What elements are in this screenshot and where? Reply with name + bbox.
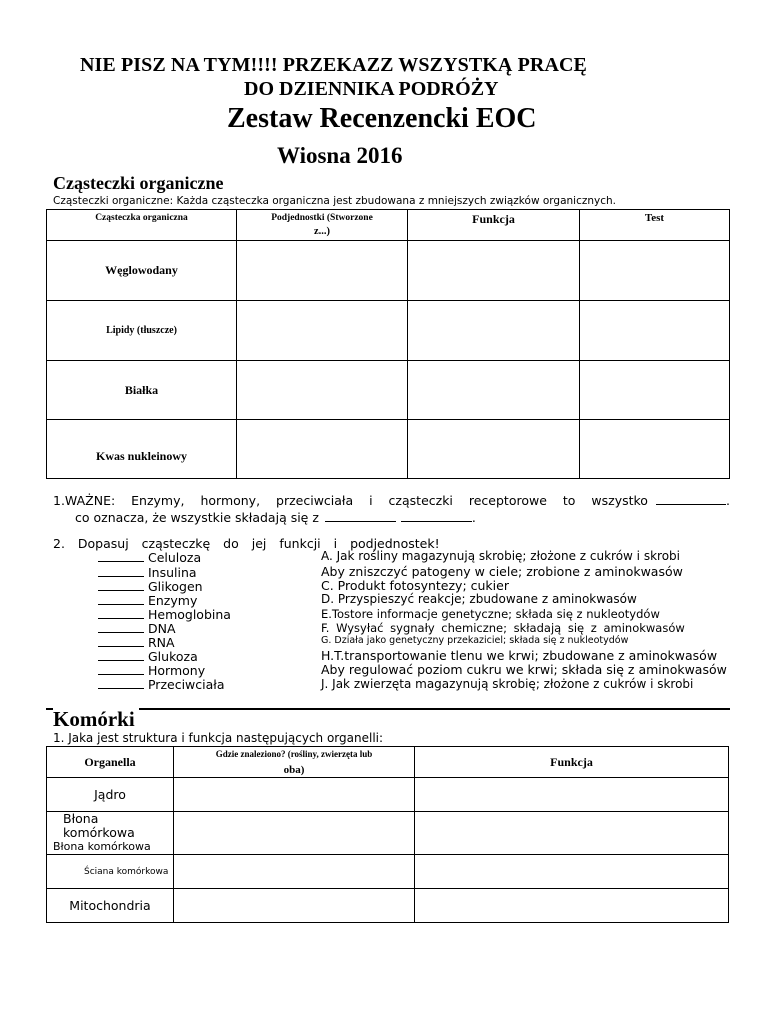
- answer-blank[interactable]: [401, 510, 472, 522]
- answer-blank[interactable]: [98, 594, 144, 605]
- row-label: Jądro: [47, 778, 174, 812]
- answer-cell[interactable]: [237, 301, 408, 361]
- question-2-prompt: 2. Dopasuj cząsteczkę do jej funkcji i podjednostek!: [53, 536, 440, 551]
- warning-line-1: NIE PISZ NA TYM!!!! PRZEKAZZ WSZYSTKĄ PRACĘ: [80, 54, 587, 76]
- row-label: Węglowodany: [47, 241, 237, 301]
- answer-cell[interactable]: [408, 241, 580, 301]
- list-item: DNA: [98, 621, 176, 636]
- answer-blank[interactable]: [98, 608, 144, 619]
- answer-cell[interactable]: [237, 420, 408, 479]
- definition: H.T.transportowanie tlenu we krwi; zbudowane z aminokwasów: [321, 648, 718, 663]
- section-divider: [46, 708, 730, 710]
- list-item: Glukoza: [98, 649, 198, 664]
- answer-blank[interactable]: [98, 622, 144, 633]
- answer-cell[interactable]: [580, 361, 730, 420]
- list-item: Glikogen: [98, 579, 203, 594]
- list-item: Enzymy: [98, 593, 197, 608]
- definition: G. Działa jako genetyczny przekaziciel; składa się z nukleotydów: [321, 635, 629, 646]
- organic-col-molecule: Cząsteczka organiczna: [47, 210, 237, 241]
- answer-cell[interactable]: [415, 812, 729, 855]
- organelle-col-name: Organella: [47, 747, 174, 778]
- table-row: [47, 812, 729, 855]
- answer-cell[interactable]: [415, 778, 729, 812]
- organelle-col-function: Funkcja: [415, 747, 729, 778]
- table-row: [47, 420, 730, 479]
- definition: D. Przyspieszyć reakcje; zbudowane z aminokwasów: [321, 592, 637, 606]
- table-row: [47, 778, 729, 812]
- organelle-col-location: Gdzie znaleziono? (rośliny, zwierzęta lub oba): [174, 747, 415, 778]
- definition: Aby regulować poziom cukru we krwi; składa się z aminokwasów: [321, 662, 727, 677]
- list-item: RNA: [98, 635, 175, 650]
- answer-cell[interactable]: [415, 889, 729, 923]
- answer-blank[interactable]: [98, 566, 144, 577]
- organic-heading: Cząsteczki organiczne: [53, 173, 224, 193]
- answer-cell[interactable]: [580, 301, 730, 361]
- warning-line-2: DO DZIENNIKA PODRÓŻY: [244, 78, 499, 100]
- list-item: Celuloza: [98, 550, 201, 565]
- cells-question: 1. Jaka jest struktura i funkcja następujących organelli:: [53, 731, 384, 745]
- organic-table: [46, 209, 730, 479]
- answer-blank[interactable]: [98, 664, 144, 675]
- answer-blank[interactable]: [98, 678, 144, 689]
- organic-col-subunits: Podjednostki (Stworzone z...): [237, 210, 408, 241]
- organic-col-test: Test: [580, 210, 730, 241]
- answer-cell[interactable]: [408, 361, 580, 420]
- row-label: Błona komórkowa Błona komórkowa: [47, 812, 174, 855]
- answer-blank[interactable]: [98, 650, 144, 661]
- answer-blank[interactable]: [98, 551, 144, 562]
- answer-cell[interactable]: [408, 420, 580, 479]
- definition: F. Wysyłać sygnały chemiczne; składają się z aminokwasów: [321, 621, 685, 635]
- answer-cell[interactable]: [580, 241, 730, 301]
- list-item: Hormony: [98, 663, 205, 678]
- answer-blank[interactable]: [656, 493, 726, 505]
- page-subtitle: Wiosna 2016: [277, 143, 403, 168]
- organic-col-function: Funkcja: [408, 210, 580, 241]
- answer-cell[interactable]: [415, 855, 729, 889]
- answer-cell[interactable]: [237, 361, 408, 420]
- organic-intro: Cząsteczki organiczne: Każda cząsteczka organiczna jest zbudowana z mniejszych związków organicznych.: [53, 195, 617, 207]
- table-row: [47, 855, 729, 889]
- answer-cell[interactable]: [174, 889, 415, 923]
- row-label: Lipidy (tłuszcze): [47, 301, 237, 361]
- row-label: Białka: [47, 361, 237, 420]
- cells-heading: Komórki: [53, 707, 139, 732]
- answer-cell[interactable]: [408, 301, 580, 361]
- organelles-table: [46, 746, 729, 923]
- list-item: Przeciwciała: [98, 677, 224, 692]
- row-label: Kwas nukleinowy: [47, 420, 237, 479]
- answer-cell[interactable]: [237, 241, 408, 301]
- row-label: Mitochondria: [47, 889, 174, 923]
- list-item: Insulina: [98, 565, 197, 580]
- table-row: [47, 241, 730, 301]
- page-title: Zestaw Recenzencki EOC: [227, 103, 537, 134]
- question-1-line-2: co oznacza, że wszystkie składają się z .: [75, 510, 476, 525]
- answer-cell[interactable]: [174, 855, 415, 889]
- table-row: [47, 889, 729, 923]
- answer-blank[interactable]: [325, 510, 396, 522]
- definition: J. Jak zwierzęta magazynują skrobię; złożone z cukrów i skrobi: [321, 677, 694, 691]
- definition: C. Produkt fotosyntezy; cukier: [321, 578, 509, 593]
- table-row: [47, 361, 730, 420]
- answer-cell[interactable]: [174, 778, 415, 812]
- answer-blank[interactable]: [98, 580, 144, 591]
- list-item: Hemoglobina: [98, 607, 231, 622]
- row-label: Ściana komórkowa: [47, 855, 174, 889]
- table-row: [47, 301, 730, 361]
- answer-cell[interactable]: [174, 812, 415, 855]
- answer-cell[interactable]: [580, 420, 730, 479]
- definition: Aby zniszczyć patogeny w ciele; zrobione z aminokwasów: [321, 564, 683, 579]
- answer-blank[interactable]: [98, 636, 144, 647]
- definition: A. Jak rośliny magazynują skrobię; złożone z cukrów i skrobi: [321, 549, 680, 563]
- definition: E.Tostore informacje genetyczne; składa się z nukleotydów: [321, 607, 660, 621]
- question-1-line-1: 1.WAŻNE: Enzymy, hormony, przeciwciała i cząsteczki receptorowe to wszystko .: [53, 493, 730, 508]
